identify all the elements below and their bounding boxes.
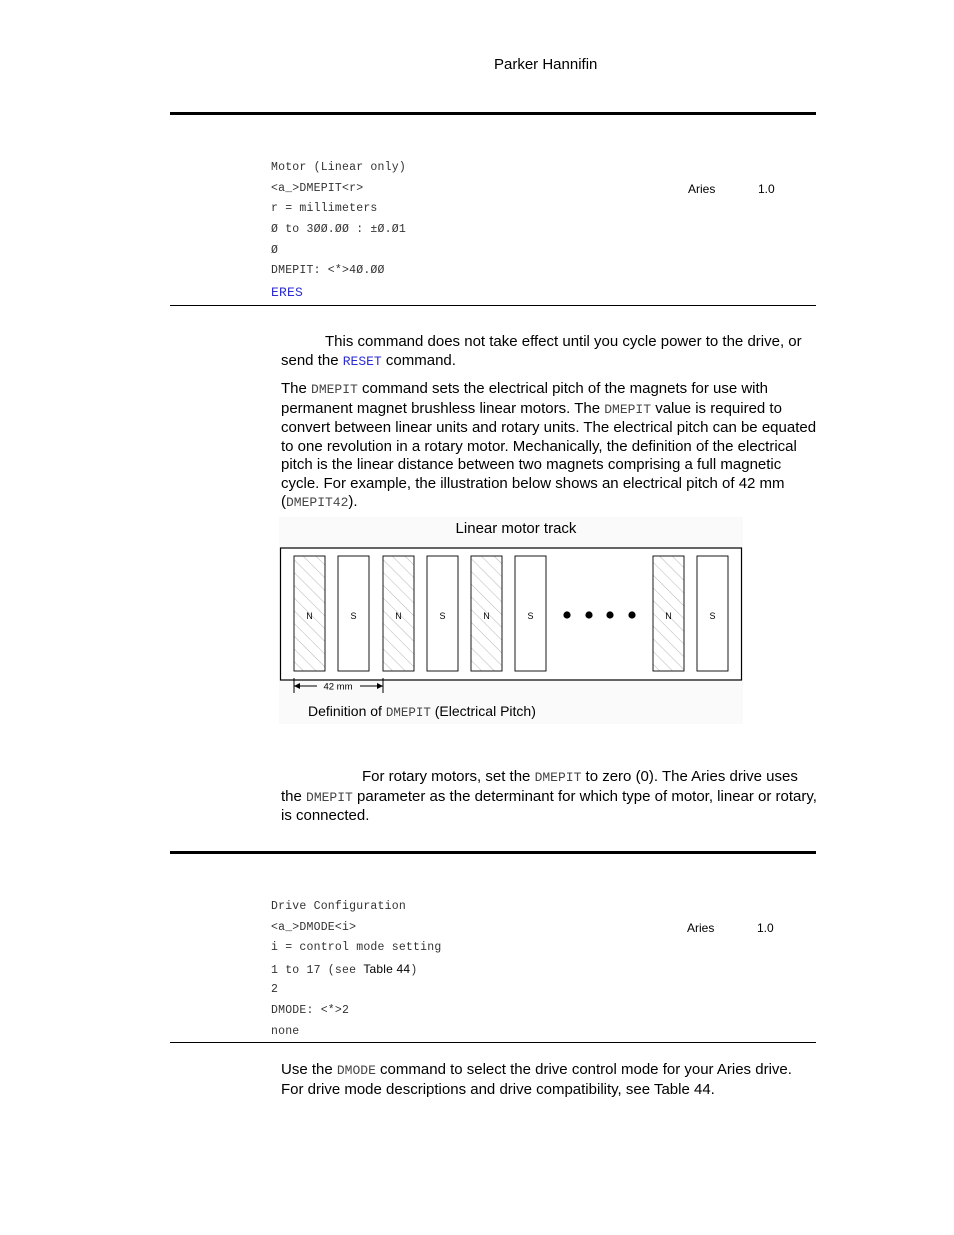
page-header-company: Parker Hannifin — [494, 56, 598, 73]
dmepit-type: Motor (Linear only) — [271, 161, 406, 174]
rotary-text: parameter as the determinant for which type of motor, linear or rotary, is connected. — [281, 787, 817, 824]
note-text-end: command. — [381, 351, 456, 369]
magnet-n — [294, 556, 325, 671]
desc-text: command to select the drive control mode for your Aries drive. For drive mode descriptions and drive compatibility, see Table 44. — [281, 1061, 792, 1098]
caption-text: Definition of — [308, 703, 386, 719]
desc-text: value is required to convert between linear units and rotary units. The electrical pitch can be equated to one revolution in a rotary motor. Mechanically, the definition of the electrical pitch is the linear distance between two magnets comprising a full magnetic cycle. For example, the illustration below shows an electrical pitch of 42 mm ( — [281, 399, 817, 510]
magnet-s — [427, 556, 458, 671]
dmepit-see-also-link[interactable]: ERES — [271, 285, 304, 300]
rotary-code: DMEPIT — [534, 770, 582, 785]
dmepit-default: Ø — [271, 244, 279, 257]
section-divider — [170, 112, 816, 115]
desc-text: command sets the electrical pitch of the magnets for use with permanent magnet brushless linear motors. The — [281, 380, 769, 417]
dmode-see-also: none — [271, 1025, 300, 1038]
dmepit-range: Ø to 3ØØ.ØØ : ±Ø.Ø1 — [271, 223, 406, 236]
magnet-label: S — [439, 611, 446, 621]
magnet-label: S — [527, 611, 534, 621]
desc-text: ). — [348, 493, 358, 510]
rotary-note — [281, 768, 817, 826]
magnet-s — [515, 556, 546, 671]
dmepit-product: Aries — [688, 182, 716, 196]
dmode-response: DMODE: <*>2 — [271, 1004, 350, 1017]
caption-text: (Electrical Pitch) — [430, 703, 536, 719]
reset-command-link[interactable]: RESET — [342, 353, 382, 369]
dmode-type: Drive Configuration — [271, 900, 406, 913]
dmepit-description — [281, 380, 817, 513]
rotary-text: For rotary motors, set the — [362, 768, 535, 785]
dmepit-note — [281, 333, 817, 371]
magnet-label: S — [709, 611, 716, 621]
table-44-reference[interactable]: Table 44 — [363, 962, 411, 976]
magnet-label: S — [350, 611, 357, 621]
desc-code: DMEPIT — [311, 382, 358, 397]
dmepit-syntax: <a_>DMEPIT<r> — [271, 182, 364, 195]
range-text: 1 to 17 (see — [271, 964, 364, 977]
dmode-description — [281, 1061, 817, 1099]
magnet-label: N — [665, 611, 672, 621]
spec-divider — [170, 1042, 816, 1043]
desc-code: DMEPIT42 — [286, 495, 349, 510]
magnet-s — [338, 556, 369, 671]
section-divider — [170, 851, 816, 854]
dimension-label: 42 mm — [323, 681, 353, 693]
magnet-s — [697, 556, 728, 671]
desc-code: DMODE — [336, 1063, 376, 1078]
dmode-units: i = control mode setting — [271, 941, 442, 954]
figure-caption — [308, 703, 536, 720]
linear-motor-track-diagram — [279, 545, 745, 695]
dmode-product: Aries — [687, 921, 715, 935]
dmepit-response: DMEPIT: <*>4Ø.ØØ — [271, 264, 385, 277]
dmode-syntax: <a_>DMODE<i> — [271, 921, 357, 934]
magnet-n — [471, 556, 502, 671]
desc-text: The — [281, 380, 312, 397]
range-text: ) — [410, 964, 418, 977]
rotary-text: to zero (0). The Aries drive uses the — [281, 768, 798, 805]
magnet-label: N — [395, 611, 402, 621]
magnet-n — [383, 556, 414, 671]
dmode-range — [271, 962, 417, 977]
desc-text: Use the — [281, 1061, 337, 1078]
magnet-label: N — [483, 611, 490, 621]
spec-divider — [170, 305, 816, 306]
figure-title: Linear motor track — [455, 520, 577, 537]
magnet-n — [653, 556, 684, 671]
caption-code: DMEPIT — [385, 706, 431, 720]
desc-code: DMEPIT — [604, 401, 652, 417]
dmode-default: 2 — [271, 983, 279, 996]
rotary-code: DMEPIT — [306, 789, 353, 805]
note-text: This command does not take effect until you cycle power to the drive, or send the — [281, 333, 802, 369]
dmepit-rev: 1.0 — [758, 182, 775, 196]
dmode-rev: 1.0 — [757, 921, 774, 935]
magnet-label: N — [306, 611, 313, 621]
dmepit-units: r = millimeters — [271, 202, 378, 215]
